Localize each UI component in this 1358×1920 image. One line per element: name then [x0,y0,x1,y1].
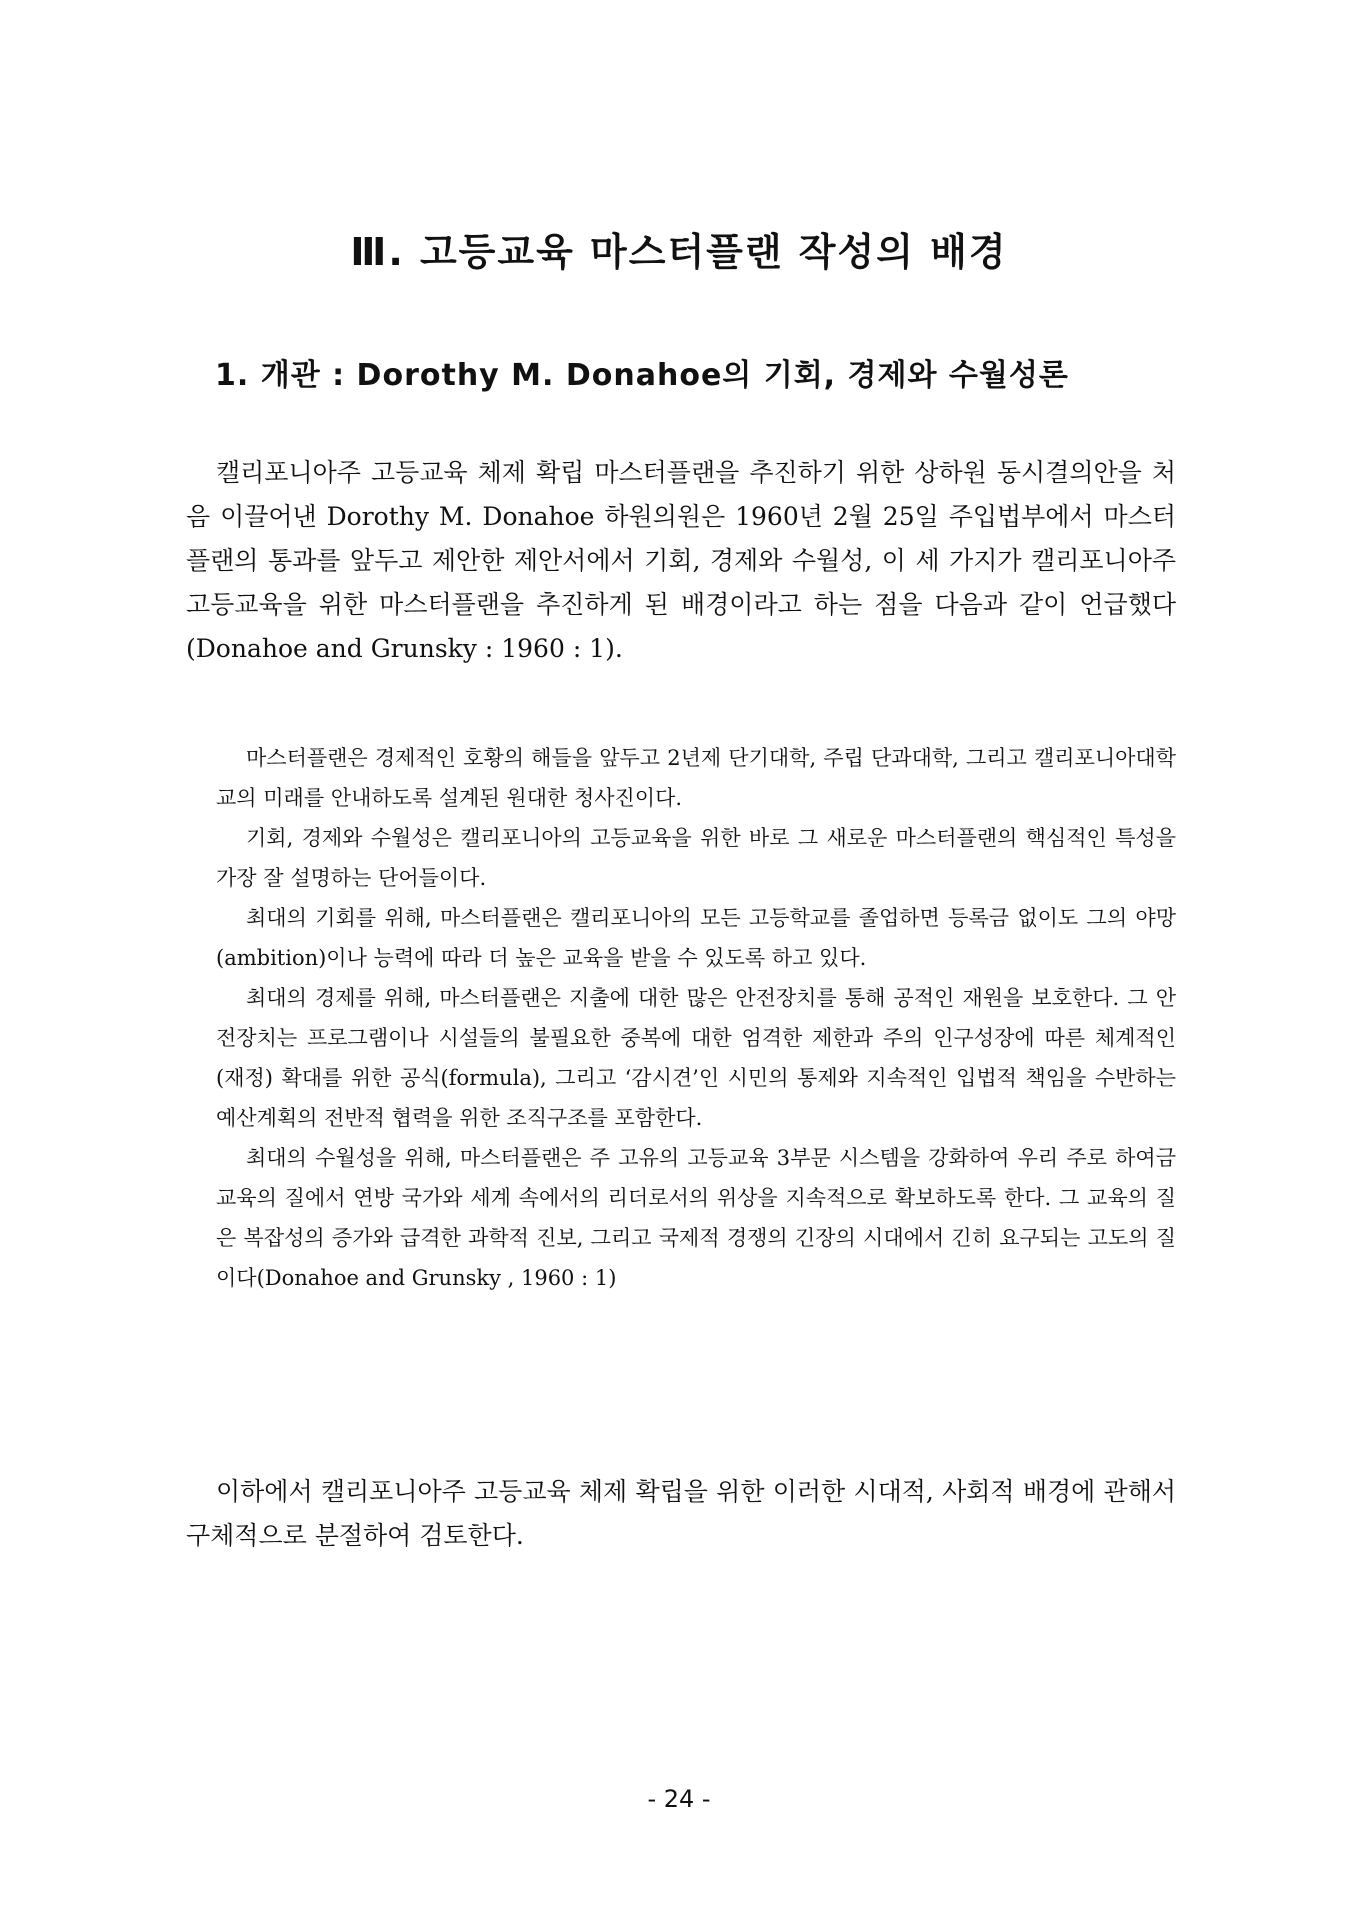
quote-paragraph-economy: 최대의 경제를 위해, 마스터플랜은 지출에 대한 많은 안전장치를 통해 공적인 재원을 보호한다. 그 안전장치는 프로그램이나 시설들의 불필요한 중복에 대한 엄격한 제한과 주의 인구성장에 따른 체계적인 (재정) 확대를 위한 공식(formula), 그리고 ‘감시견’인 시민의 통제와 지속적인 입법적 책임을 수반하는 예산계획의 전반적 협력을 위한 조직구조를 포함한다. [216,986,1176,1130]
quote-paragraph-opportunity: 최대의 기회를 위해, 마스터플랜은 캘리포니아의 모든 고등학교를 졸업하면 등록금 없이도 그의 야망(ambition)이나 능력에 따라 더 높은 교육을 받을 수 있도록 하고 있다. [216,906,1176,970]
block-quote [216,738,1176,1298]
chapter-title: Ⅲ. 고등교육 마스터플랜 작성의 배경 [350,230,1008,274]
closing-paragraph: 이하에서 캘리포니아주 고등교육 체제 확립을 위한 이러한 시대적, 사회적 배경에 관해서 구체적으로 분절하여 검토한다. [186,1477,1176,1550]
quote-paragraph-keywords: 기회, 경제와 수월성은 캘리포니아의 고등교육을 위한 바로 그 새로운 마스터플랜의 핵심적인 특성을 가장 잘 설명하는 단어들이다. [216,826,1176,890]
quote-paragraph-blueprint: 마스터플랜은 경제적인 호황의 해들을 앞두고 2년제 단기대학, 주립 단과대학, 그리고 캘리포니아대학교의 미래를 안내하도록 설계된 원대한 청사진이다. [216,746,1176,810]
section-heading: 1. 개관 : Dorothy M. Donahoe의 기회, 경제와 수월성론 [215,358,1069,393]
quote-paragraph-excellence: 최대의 수월성을 위해, 마스터플랜은 주 고유의 고등교육 3부문 시스템을 강화하여 우리 주로 하여금 교육의 질에서 연방 국가와 세계 속에서의 리더로서의 위상을 지속적으로 확보하도록 한다. 그 교육의 질은 복잡성의 증가와 급격한 과학적 진보, 그리고 국제적 경쟁의 긴장의 시대에서 긴히 요구되는 고도의 질이다(Donahoe and Grunsky , 1960 : 1) [216,1146,1176,1290]
intro-paragraph: 캘리포니아주 고등교육 체제 확립 마스터플랜을 추진하기 위한 상하원 동시결의안을 처음 이끌어낸 Dorothy M. Donahoe 하원의원은 1960년 2월 25일 주입법부에서 마스터플랜의 통과를 앞두고 제안한 제안서에서 기회, 경제와 수월성, 이 세 가지가 캘리포니아주 고등교육을 위한 마스터플랜을 추진하게 된 배경이라고 하는 점을 다음과 같이 언급했다(Donahoe and Grunsky : 1960 : 1). [186,458,1176,663]
page-number: - 24 - [647,1785,711,1813]
